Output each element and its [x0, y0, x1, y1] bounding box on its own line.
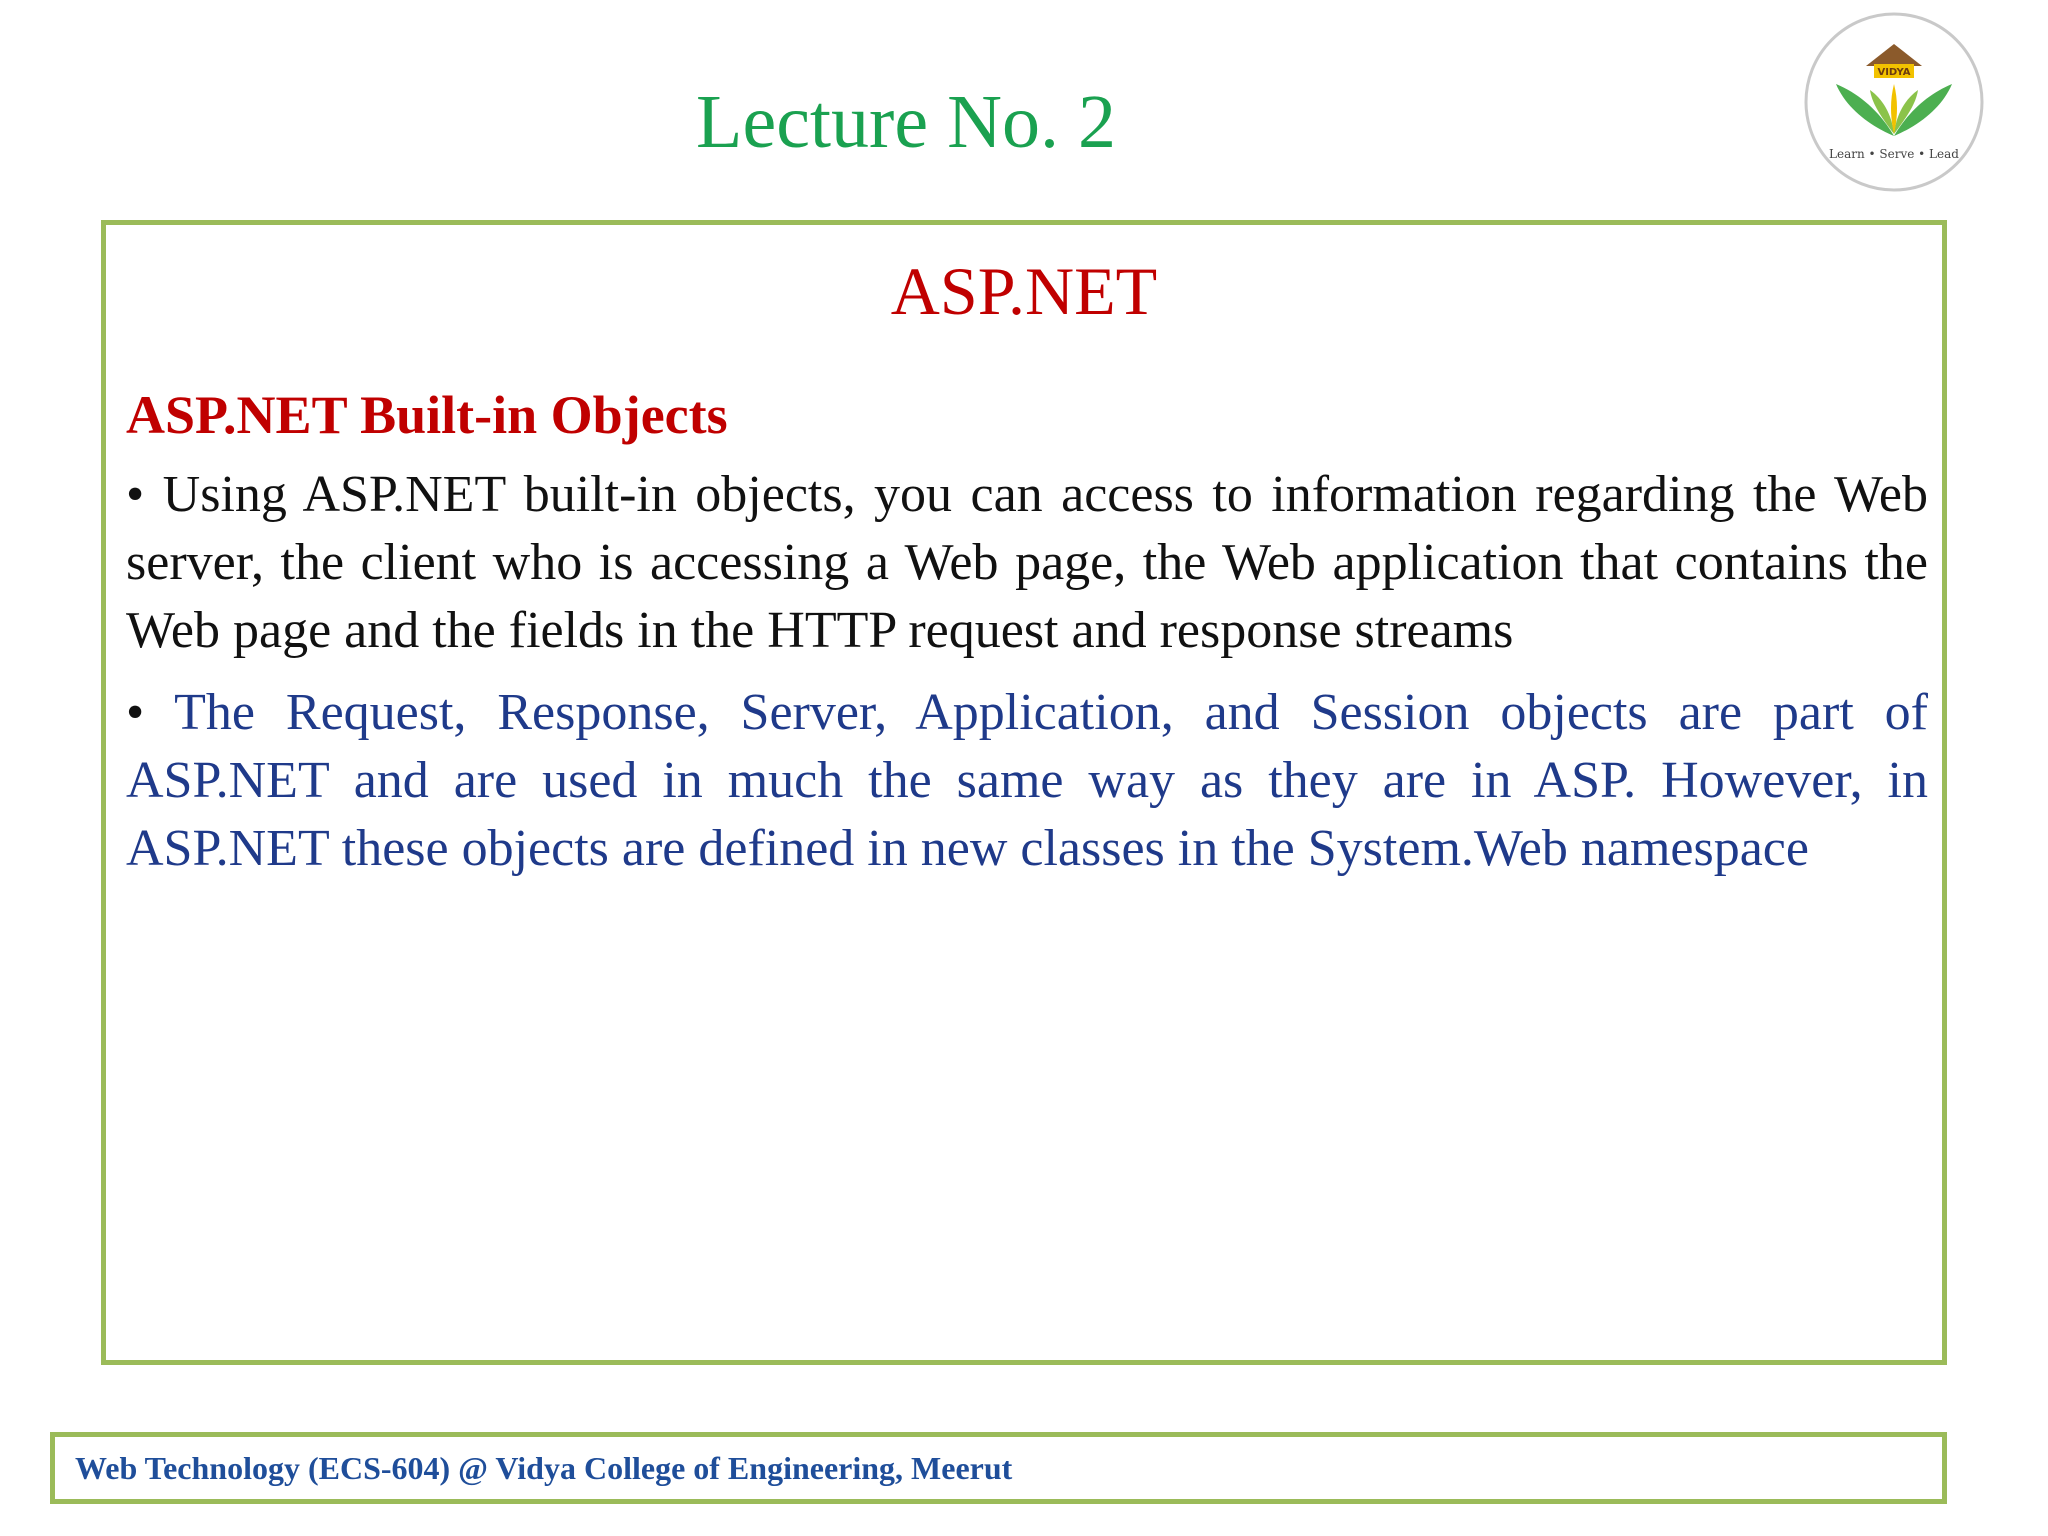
- footer-text: Web Technology (ECS-604) @ Vidya College of Engineering, Meerut: [75, 1450, 1013, 1486]
- bullet-paragraph: [126, 461, 1928, 665]
- slide-title: Lecture No. 2: [696, 80, 1116, 164]
- logo-tagline: Learn • Serve • Lead: [1829, 147, 1959, 161]
- bullet-text: Using ASP.NET built-in objects, you can access to information regarding the Web server, the client who is accessing a Web page, the Web application that contains the Web page and the fields in the HTTP request and response streams: [126, 466, 1928, 659]
- content-heading: ASP.NET: [890, 253, 1158, 329]
- logo-brand: VIDYA: [1877, 67, 1911, 78]
- section-title: ASP.NET Built-in Objects: [126, 385, 728, 445]
- footer-box: [50, 1432, 1947, 1504]
- bullet-mark: •: [126, 466, 145, 523]
- bullet-paragraph: [126, 679, 1928, 883]
- bullet-mark: •: [126, 684, 145, 741]
- content-box: [101, 220, 1947, 1365]
- bullet-text: The Request, Response, Server, Application, and Session objects are part of ASP.NET and are used in much the same way as they are in ASP. However, in ASP.NET these objects are defined in new classes in the System.Web namespace: [126, 684, 1928, 877]
- vidya-college-logo-icon: [1800, 8, 1988, 196]
